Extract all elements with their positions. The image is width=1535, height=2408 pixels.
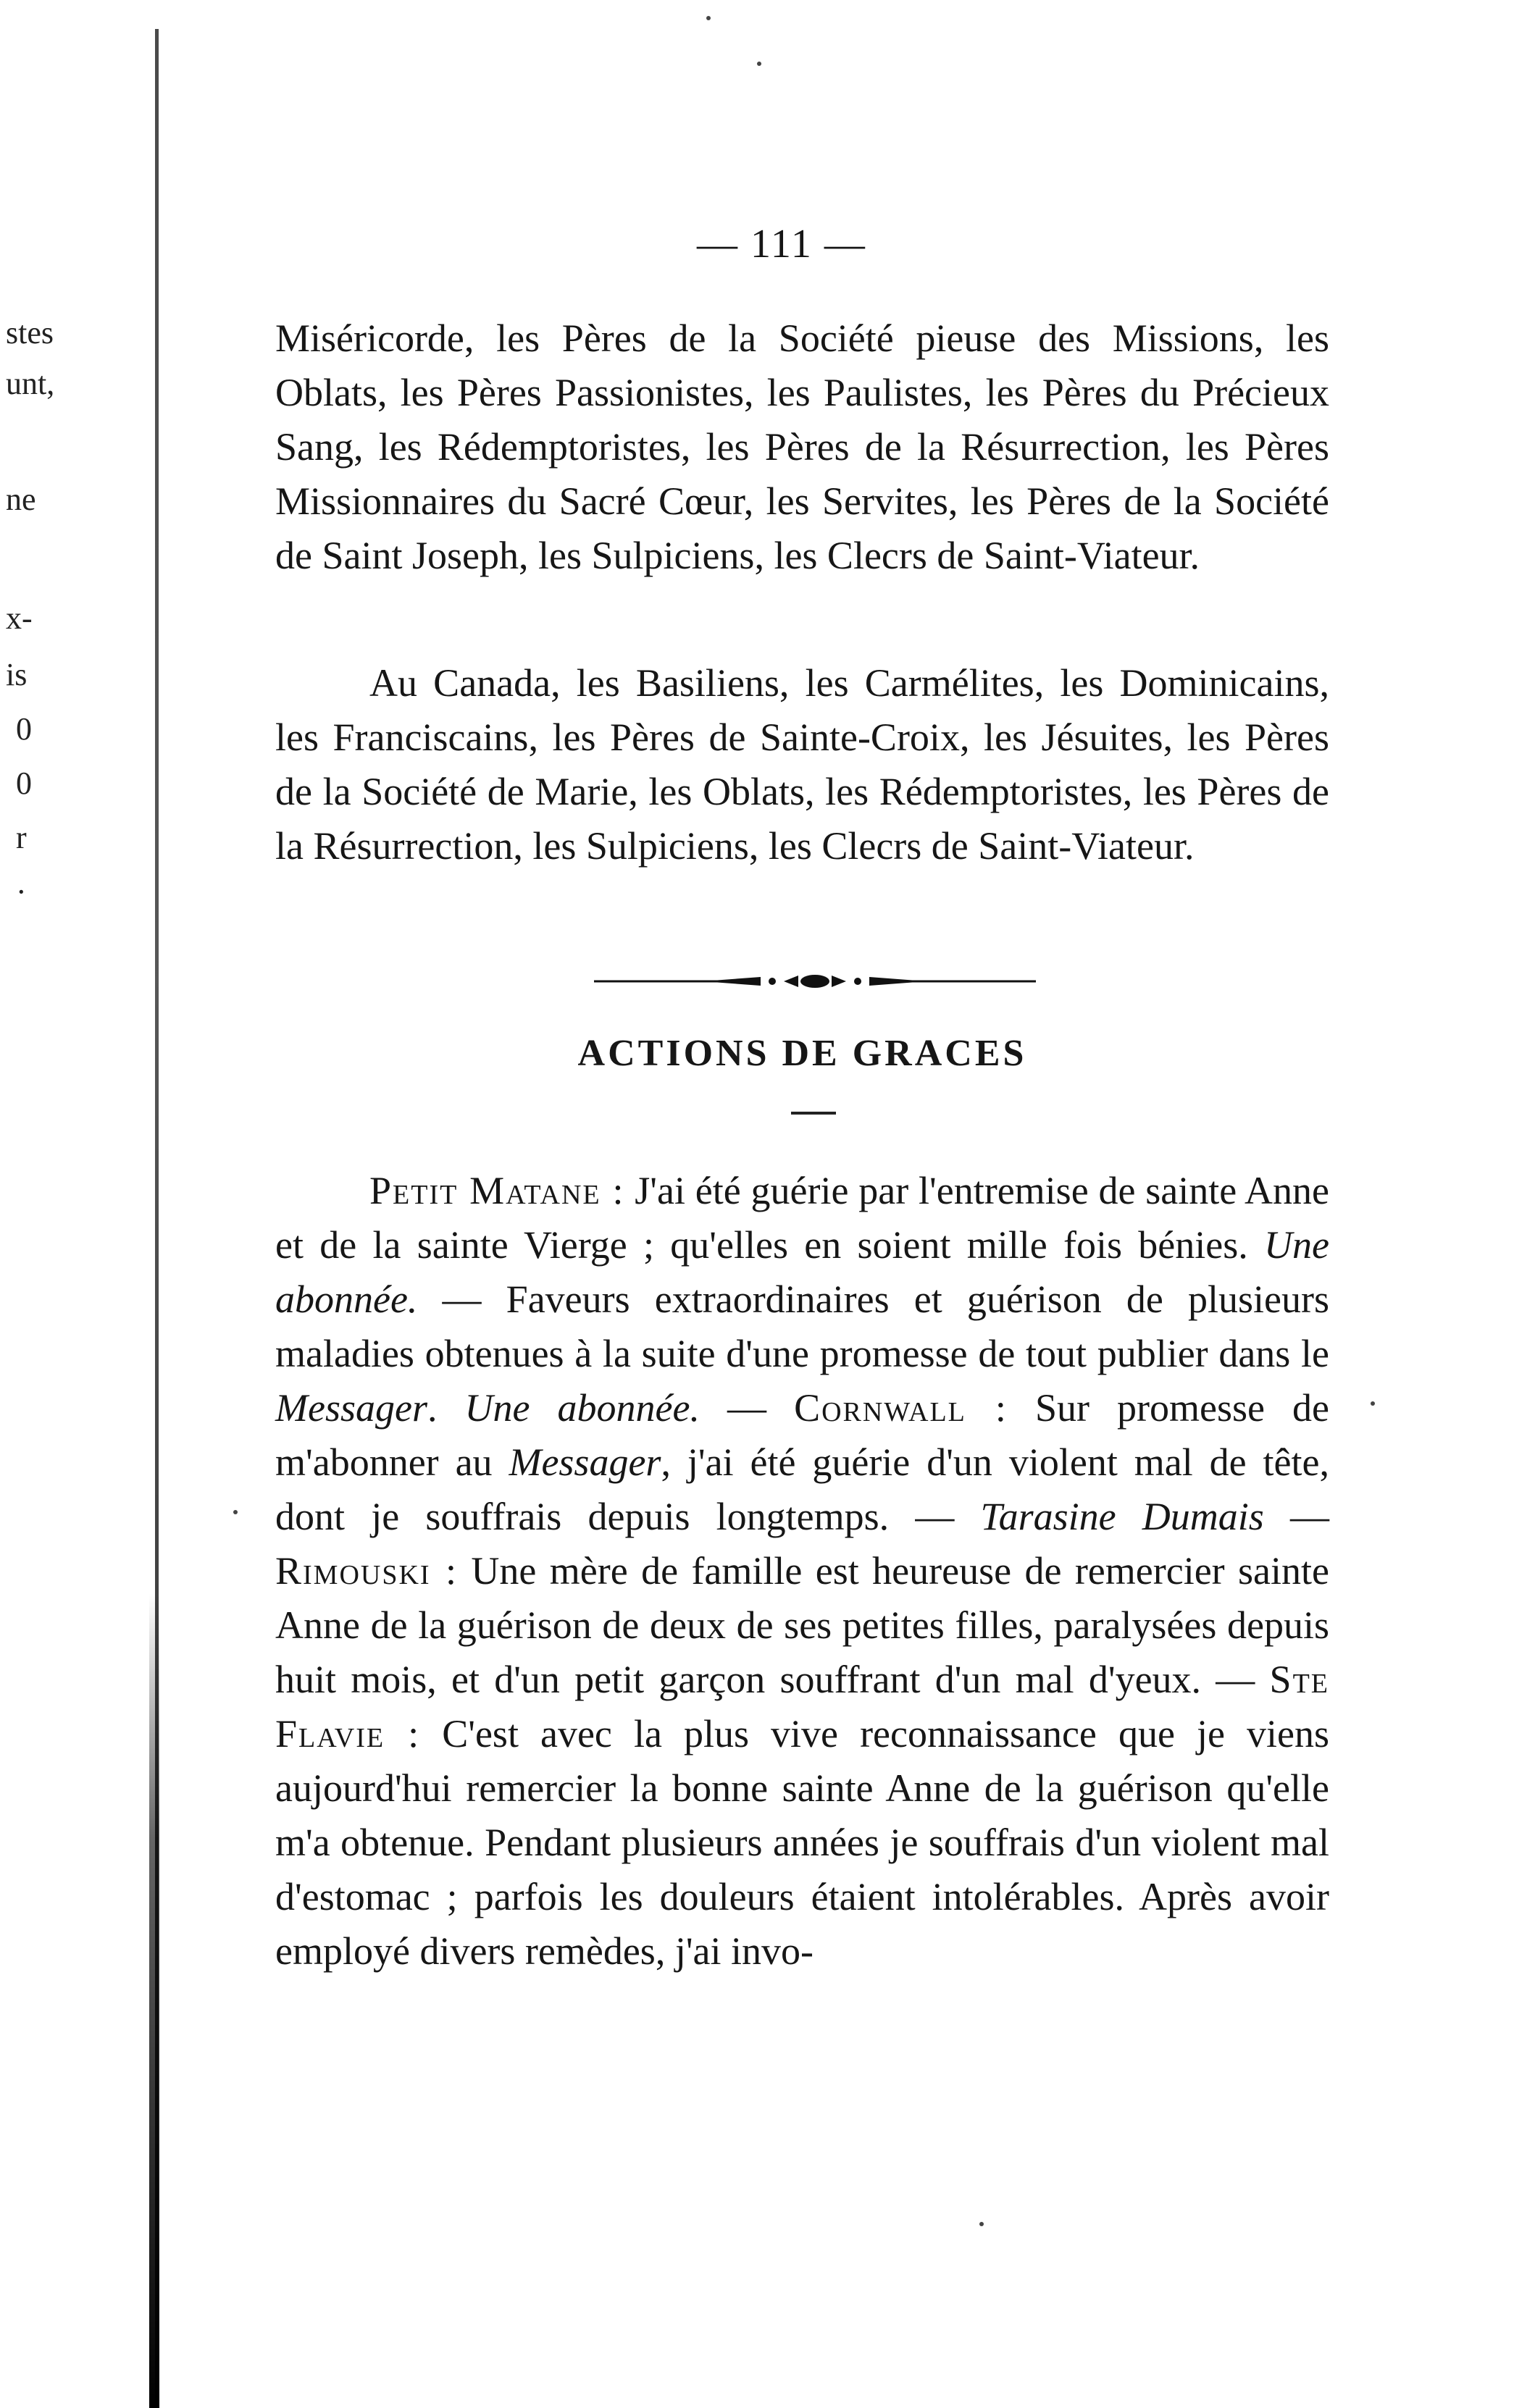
paragraph-orders-canada [275, 656, 1329, 873]
margin-fragment: · [16, 874, 27, 910]
ornamental-rule [594, 973, 1036, 990]
graces-text: — [1263, 1495, 1330, 1538]
print-speck [233, 1510, 238, 1514]
place-name: Rimouski : [275, 1549, 458, 1593]
margin-fragment: stes [6, 315, 54, 351]
place-name: Petit Matane : [369, 1169, 625, 1212]
signature: Une abonnée. [275, 1223, 1329, 1321]
print-speck [757, 62, 761, 66]
print-speck [706, 16, 711, 20]
graces-body [275, 1164, 1329, 1979]
margin-fragment: 0 [16, 711, 32, 747]
graces-text: J'ai été guérie par l'entremise de sainte Anne et de la sainte Vierge ; qu'elles en soient mille fois bénies. [275, 1169, 1329, 1267]
graces-text: — [699, 1386, 795, 1430]
margin-fragment: 0 [16, 765, 32, 801]
paragraph-text: Miséricorde, les Pères de la Société pieuse des Missions, les Oblats, les Pères Passionistes, les Paulistes, les Pères du Précieux Sang, les Rédemptoristes, les Pères de la Résurrection, les Pères Missionnaires du Sacré Cœur, les Servites, les Pères de la Société de Saint Joseph, les Sulpiciens, les Clecrs de Saint-Viateur. [275, 316, 1329, 577]
page-number: — 111 — [697, 222, 866, 267]
messager-title: Messager [509, 1440, 661, 1484]
paragraph-orders-us [275, 311, 1329, 583]
graces-text: Sur promesse de m'abonner au [275, 1386, 1330, 1484]
section-heading: ACTIONS DE GRACES [577, 1033, 1027, 1074]
graces-paragraph [275, 1164, 1329, 1979]
signature: Tarasine Dumais [980, 1495, 1264, 1538]
margin-fragment: ne [6, 482, 36, 517]
margin-fragment: is [6, 657, 28, 692]
place-name: Cornwall : [794, 1386, 1008, 1430]
binding-shadow [149, 1593, 159, 2408]
graces-text: , j'ai été guérie d'un violent mal de tête, dont je souffrais depuis longtemps. — [275, 1440, 1329, 1538]
graces-text: Une mère de famille est heureuse de remercier sainte Anne de la guérison de deux de ses petites filles, paralysées depuis huit mois, et d'un petit garçon souffrant d'un mal d'yeux. — [275, 1549, 1330, 1701]
paragraph-text: Au Canada, les Basiliens, les Carmélites, les Dominicains, les Franciscains, les Pères de Sainte-Croix, les Jésuites, les Pères de la Société de Marie, les Oblats, les Rédemptoristes, les Pères de la Résurrection, les Sulpiciens, les Clecrs de Saint-Viateur. [275, 661, 1329, 868]
messager-title: Messager [275, 1386, 427, 1430]
heading-dash [791, 1112, 836, 1115]
signature: Une abonnée. [464, 1386, 700, 1430]
graces-text: — Faveurs extraordinaires et guérison de plusieurs maladies obtenues à la suite d'une promesse de tout publier dans le [275, 1278, 1329, 1375]
margin-fragment: unt, [6, 366, 55, 401]
graces-text: . [427, 1386, 465, 1430]
print-speck [979, 2222, 984, 2226]
graces-text: C'est avec la plus vive reconnaissance que je viens aujourd'hui remercier la bonne sainte Anne de la guérison qu'elle m'a obtenue. Pendant plusieurs années je souffrais d'un violent mal d'estomac ; parfois les douleurs étaient intolérables. Après avoir employé divers remèdes, j'ai invo- [275, 1712, 1329, 1973]
place-name: Ste Flavie : [275, 1658, 1329, 1755]
margin-fragment: x- [6, 600, 33, 636]
facing-page-gutter [0, 0, 145, 2408]
margin-fragment: r [16, 820, 27, 855]
print-speck [1371, 1401, 1375, 1406]
